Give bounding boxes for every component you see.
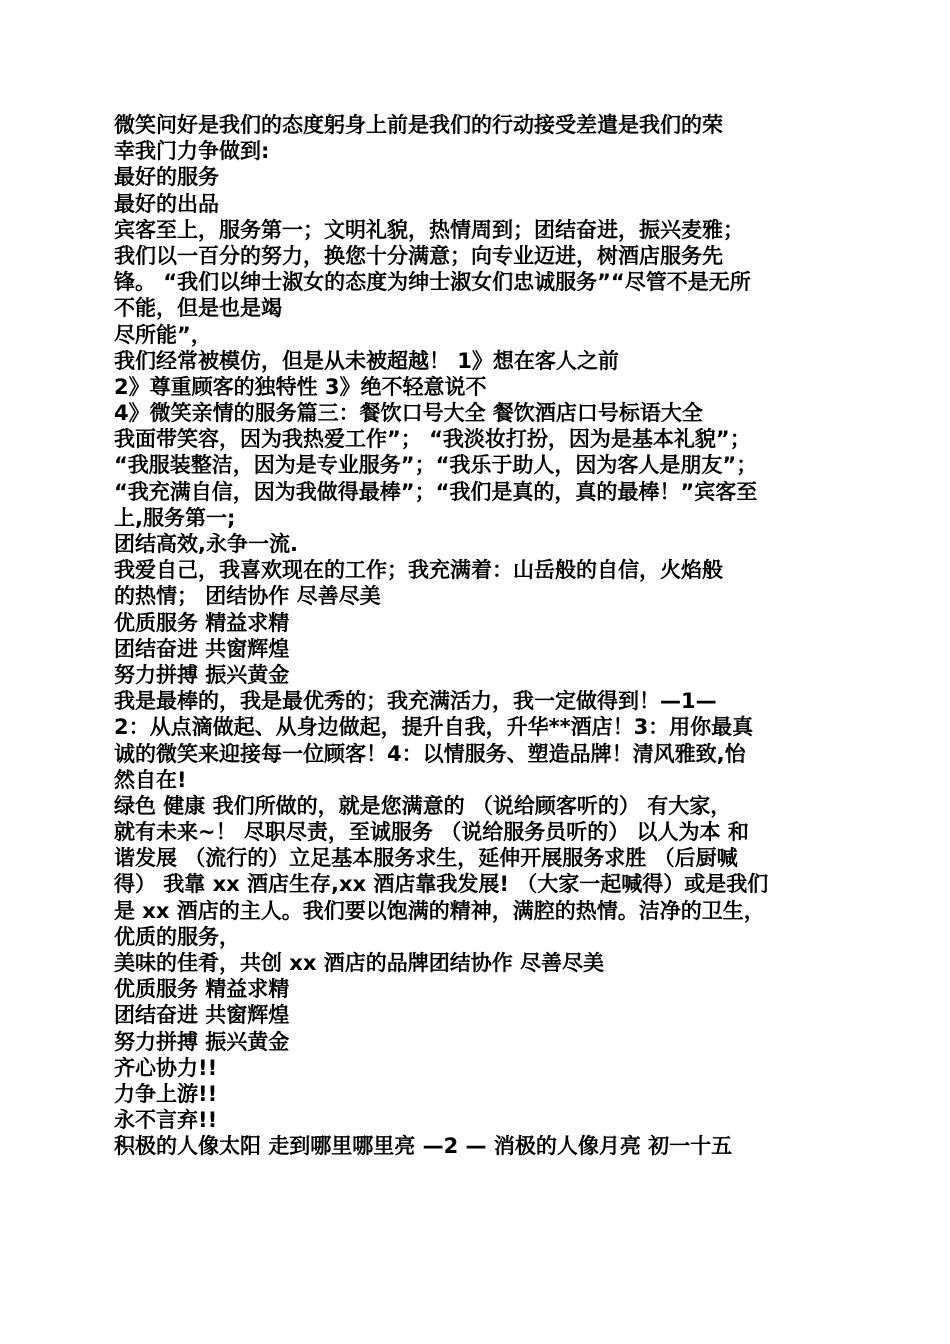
text-line: 最好的服务	[114, 165, 219, 190]
text-line: 优质服务 精益求精	[114, 977, 290, 1002]
text-line: 美味的佳肴，共创 xx 酒店的品牌团结协作 尽善尽美	[114, 951, 605, 975]
text-line: 不能，但是也是竭	[114, 296, 282, 321]
text-line: 我们经常被模仿，但是从未被超越！ 1》想在客人之前	[114, 348, 619, 373]
text-line: 是 xx 酒店的主人。我们要以饱满的精神，满腔的热情。洁净的卫生，	[114, 898, 765, 923]
text-line: 幸我门力争做到:	[114, 139, 270, 164]
text-line: 永不言弃!!	[114, 1108, 218, 1133]
text-line: 锋。 “我们以绅士淑女的态度为绅士淑女们忠诚服务”“尽管不是无所	[114, 270, 751, 295]
text-line: 努力拼搏 振兴黄金	[114, 1029, 290, 1054]
text-line: 我们以一百分的努力，换您十分满意；向专业迈进，树酒店服务先	[114, 243, 723, 268]
text-line: 积极的人像太阳 走到哪里哪里亮 —2 — 消极的人像月亮 初一十五	[114, 1134, 733, 1159]
text-line: 努力拼搏 振兴黄金	[114, 662, 290, 687]
text-line: 宾客至上，服务第一；文明礼貌，热情周到；团结奋进，振兴麦雅；	[114, 217, 744, 242]
text-line: 的热情； 团结协作 尽善尽美	[114, 584, 381, 609]
text-line: 2：从点滴做起、从身边做起，提升自我，升华**酒店！3：用你最真	[114, 715, 754, 740]
text-line: 我面带笑容，因为我热爱工作”； “我淡妆打扮，因为是基本礼貌”；	[114, 427, 751, 452]
text-line: 优质的服务，	[114, 924, 240, 949]
text-line: 绿色 健康 我们所做的，就是您满意的 （说给顾客听的） 有大家，	[114, 793, 732, 818]
text-line: 得） 我靠 xx 酒店生存,xx 酒店靠我发展! （大家一起喊得）或是我们	[114, 872, 769, 897]
text-line: 就有未来~！ 尽职尽责，至诚服务 （说给服务员听的） 以人为本 和	[114, 820, 749, 845]
text-line: “我服装整洁，因为是专业服务”；“我乐于助人，因为客人是朋友”；	[114, 453, 758, 478]
text-line: 齐心协力!!	[114, 1055, 218, 1080]
text-line: 尽所能”，	[114, 322, 212, 347]
document-body	[114, 112, 836, 1160]
text-line: 4》微笑亲情的服务篇三：餐饮口号大全 餐饮酒店口号标语大全	[114, 401, 703, 426]
text-line: 微笑问好是我们的态度躬身上前是我们的行动接受差遣是我们的荣	[114, 113, 723, 137]
text-line: 谐发展 （流行的）立足基本服务求生，延伸开展服务求胜 （后厨喊	[114, 846, 738, 871]
text-line: 力争上游!!	[114, 1081, 218, 1106]
text-line: 优质服务 精益求精	[114, 610, 290, 635]
text-line: 最好的出品	[114, 191, 219, 216]
text-line: 诚的微笑来迎接每一位顾客！4：以情服务、塑造品牌！清风雅致,怡	[114, 741, 746, 766]
text-line: 团结高效,永争一流.	[114, 532, 298, 556]
text-line: 我爱自己，我喜欢现在的工作；我充满着：山岳般的自信，火焰般	[114, 558, 723, 583]
text-line: 团结奋进 共窗辉煌	[114, 1003, 290, 1028]
text-line: 然自在!	[114, 767, 187, 792]
text-line: 团结奋进 共窗辉煌	[114, 636, 290, 661]
text-line: “我充满自信，因为我做得最棒”；“我们是真的，真的最棒！”宾客至	[114, 479, 758, 504]
text-line: 上,服务第一;	[114, 505, 236, 530]
text-line: 2》尊重顾客的独特性 3》绝不轻意说不	[114, 374, 487, 399]
text-line: 我是最棒的，我是最优秀的；我充满活力，我一定做得到！—1—	[114, 689, 717, 714]
